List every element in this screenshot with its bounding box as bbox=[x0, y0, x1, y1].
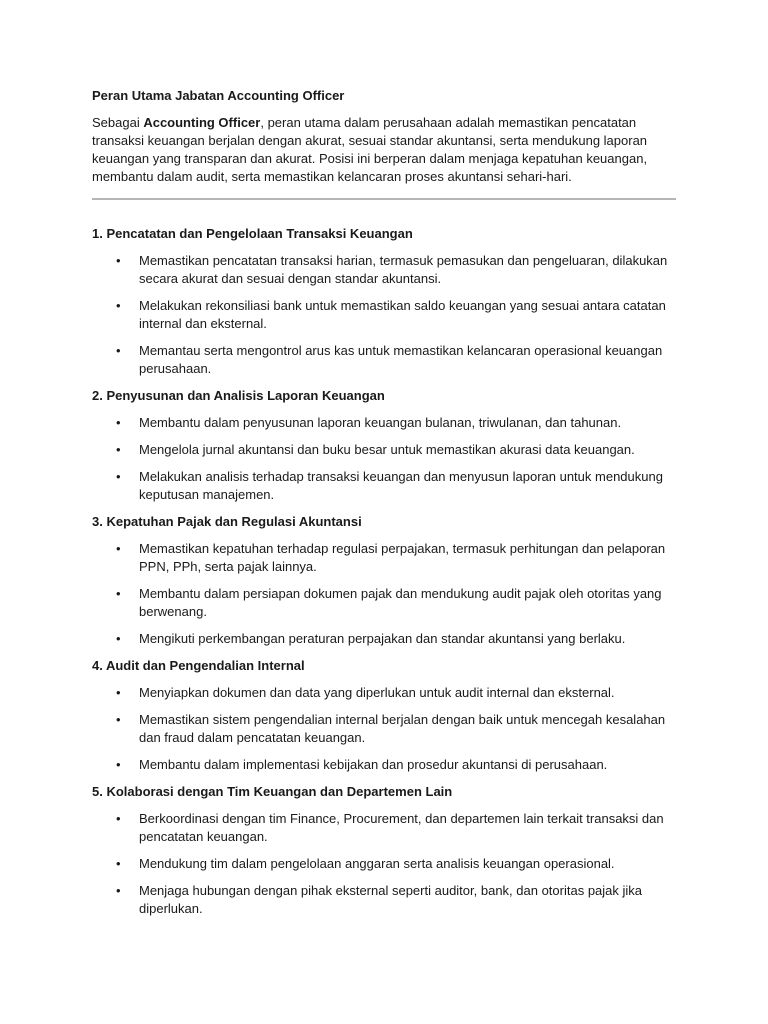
list-item bbox=[92, 342, 671, 378]
list-item bbox=[92, 684, 671, 702]
list-item-text: Berkoordinasi dengan tim Finance, Procurement, dan departemen lain terkait transaksi dan pencatatan keuangan. bbox=[139, 811, 664, 844]
intro-bold-role: Accounting Officer bbox=[143, 115, 261, 130]
list-item-text: Memantau serta mengontrol arus kas untuk memastikan kelancaran operasional keuangan perusahaan. bbox=[139, 343, 663, 376]
bullet-icon: • bbox=[116, 415, 121, 430]
section-title: 5. Kolaborasi dengan Tim Keuangan dan Departemen Lain bbox=[92, 784, 453, 799]
list-item bbox=[92, 585, 671, 621]
list-item-text: Memastikan sistem pengendalian internal berjalan dengan baik untuk mencegah kesalahan dan fraud dalam pencatatan keuangan. bbox=[139, 712, 666, 745]
list-item-text: Menjaga hubungan dengan pihak eksternal seperti auditor, bank, dan otoritas pajak jika diperlukan. bbox=[139, 883, 643, 916]
bullet-icon: • bbox=[116, 883, 121, 898]
bullet-list bbox=[92, 684, 676, 774]
list-item bbox=[92, 468, 671, 504]
bullet-icon: • bbox=[116, 253, 121, 268]
bullet-icon: • bbox=[116, 343, 121, 358]
bullet-icon: • bbox=[116, 631, 121, 646]
bullet-icon: • bbox=[116, 811, 121, 826]
section-title: 4. Audit dan Pengendalian Internal bbox=[92, 658, 305, 673]
list-item bbox=[92, 297, 671, 333]
list-item-text: Melakukan analisis terhadap transaksi keuangan dan menyusun laporan untuk mendukung keputusan manajemen. bbox=[139, 469, 663, 502]
bullet-list bbox=[92, 540, 676, 648]
list-item-text: Membantu dalam penyusunan laporan keuangan bulanan, triwulanan, dan tahunan. bbox=[139, 415, 622, 430]
section-1 bbox=[92, 225, 676, 378]
list-item-text: Memastikan pencatatan transaksi harian, termasuk pemasukan dan pengeluaran, dilakukan secara akurat dan sesuai dengan standar akuntansi. bbox=[139, 253, 668, 286]
list-item bbox=[92, 756, 671, 774]
section-4 bbox=[92, 657, 676, 774]
bullet-icon: • bbox=[116, 469, 121, 484]
list-item-text: Membantu dalam implementasi kebijakan dan prosedur akuntansi di perusahaan. bbox=[139, 757, 608, 772]
list-item bbox=[92, 630, 671, 648]
list-item-text: Mengelola jurnal akuntansi dan buku besar untuk memastikan akurasi data keuangan. bbox=[139, 442, 635, 457]
section-title: 1. Pencatatan dan Pengelolaan Transaksi Keuangan bbox=[92, 226, 413, 241]
intro-rest: , peran utama dalam perusahaan adalah memastikan pencatatan transaksi keuangan berjalan dengan akurat, sesuai standar akuntansi, serta mendukung laporan keuangan yang transparan dan akurat. Posisi ini berperan dalam menjaga kepatuhan keuangan, membantu dalam audit, serta memastikan kelancaran proses akuntansi sehari-hari. bbox=[92, 115, 648, 184]
bullet-list bbox=[92, 252, 676, 378]
section-title: 3. Kepatuhan Pajak dan Regulasi Akuntansi bbox=[92, 514, 362, 529]
bullet-icon: • bbox=[116, 298, 121, 313]
intro-prefix: Sebagai bbox=[92, 115, 144, 130]
bullet-icon: • bbox=[116, 541, 121, 556]
bullet-icon: • bbox=[116, 856, 121, 871]
list-item bbox=[92, 711, 671, 747]
list-item bbox=[92, 882, 671, 918]
list-item-text: Mendukung tim dalam pengelolaan anggaran serta analisis keuangan operasional. bbox=[139, 856, 615, 871]
horizontal-divider bbox=[92, 198, 676, 200]
list-item bbox=[92, 810, 671, 846]
section-5 bbox=[92, 783, 676, 918]
document-title: Peran Utama Jabatan Accounting Officer bbox=[92, 88, 345, 103]
section-2 bbox=[92, 387, 676, 504]
bullet-list bbox=[92, 810, 676, 918]
intro-paragraph bbox=[92, 114, 664, 186]
bullet-icon: • bbox=[116, 442, 121, 457]
list-item bbox=[92, 252, 671, 288]
list-item bbox=[92, 540, 671, 576]
list-item-text: Menyiapkan dokumen dan data yang diperlukan untuk audit internal dan eksternal. bbox=[139, 685, 615, 700]
list-item bbox=[92, 855, 671, 873]
bullet-icon: • bbox=[116, 685, 121, 700]
bullet-list bbox=[92, 414, 676, 504]
list-item-text: Memastikan kepatuhan terhadap regulasi perpajakan, termasuk perhitungan dan pelaporan PPN, PPh, serta pajak lainnya. bbox=[139, 541, 666, 574]
bullet-icon: • bbox=[116, 712, 121, 727]
list-item-text: Membantu dalam persiapan dokumen pajak dan mendukung audit pajak oleh otoritas yang berwenang. bbox=[139, 586, 662, 619]
section-title: 2. Penyusunan dan Analisis Laporan Keuangan bbox=[92, 388, 385, 403]
list-item-text: Melakukan rekonsiliasi bank untuk memastikan saldo keuangan yang sesuai antara catatan internal dan eksternal. bbox=[139, 298, 666, 331]
bullet-icon: • bbox=[116, 586, 121, 601]
section-3 bbox=[92, 513, 676, 648]
sections-container bbox=[92, 225, 676, 918]
list-item bbox=[92, 414, 671, 432]
list-item-text: Mengikuti perkembangan peraturan perpajakan dan standar akuntansi yang berlaku. bbox=[139, 631, 626, 646]
list-item bbox=[92, 441, 671, 459]
bullet-icon: • bbox=[116, 757, 121, 772]
